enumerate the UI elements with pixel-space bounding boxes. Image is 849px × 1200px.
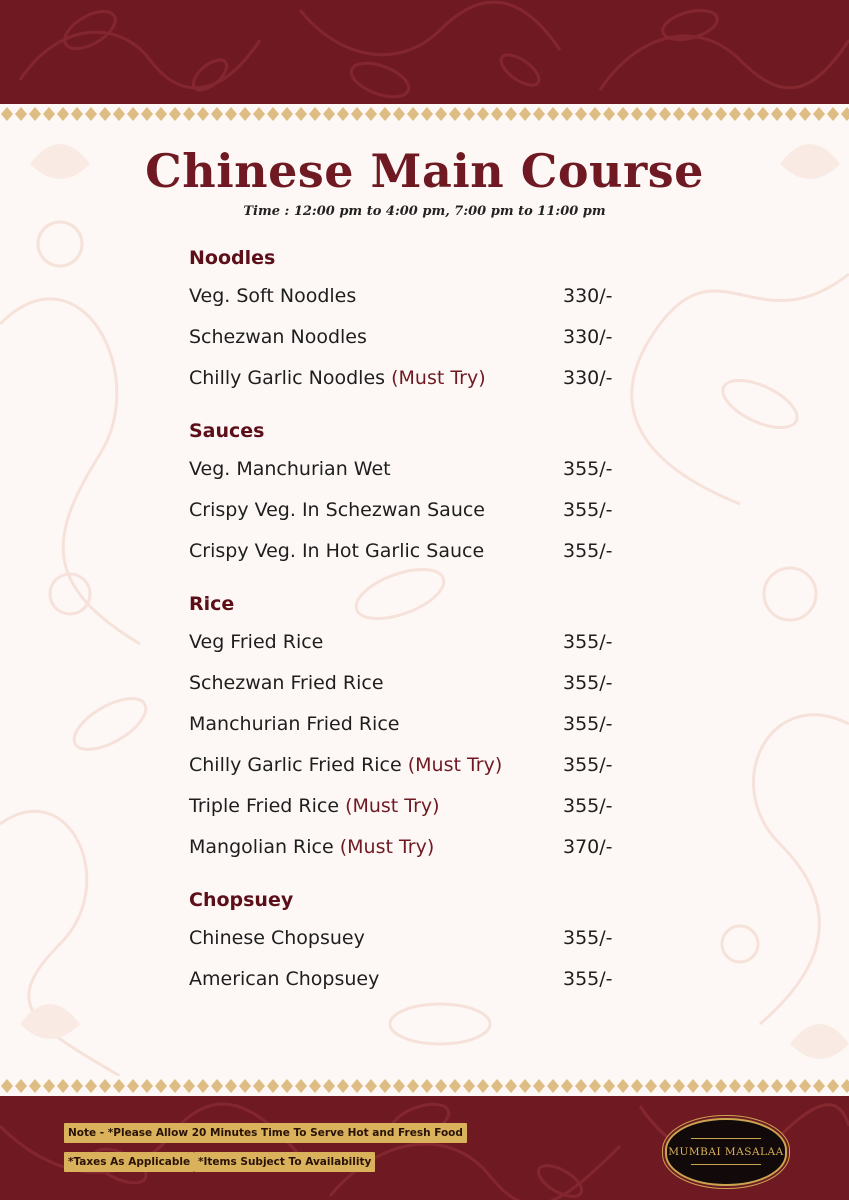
- diamond-shape: [71, 107, 83, 121]
- diamond-shape: [463, 107, 475, 121]
- must-try-tag: (Must Try): [345, 795, 440, 817]
- item-name: Veg Fried Rice: [189, 631, 324, 653]
- diamond-shape: [155, 1079, 167, 1093]
- diamond-shape: [533, 107, 545, 121]
- diamond-shape: [253, 1079, 265, 1093]
- diamond-shape: [477, 107, 489, 121]
- diamond-shape: [29, 1079, 41, 1093]
- diamond-shape: [659, 1079, 671, 1093]
- diamond-shape: [673, 107, 685, 121]
- diamond-shape: [813, 1079, 825, 1093]
- diamond-shape: [337, 107, 349, 121]
- diamond-shape: [211, 1079, 223, 1093]
- diamond-shape: [379, 107, 391, 121]
- diamond-shape: [71, 1079, 83, 1093]
- diamond-shape: [757, 1079, 769, 1093]
- diamond-shape: [575, 107, 587, 121]
- item-name: Crispy Veg. In Hot Garlic Sauce: [189, 540, 485, 562]
- item-price: 355/-: [563, 754, 613, 776]
- diamond-shape: [295, 107, 307, 121]
- diamond-shape: [1, 107, 13, 121]
- diamond-shape: [309, 1079, 321, 1093]
- diamond-shape: [687, 107, 699, 121]
- diamond-shape: [491, 1079, 503, 1093]
- item-price: 355/-: [563, 631, 613, 653]
- item-price: 330/-: [563, 285, 613, 307]
- diamond-shape: [505, 107, 517, 121]
- diamond-shape: [603, 107, 615, 121]
- diamond-shape: [197, 107, 209, 121]
- diamond-shape: [575, 1079, 587, 1093]
- diamond-shape: [841, 107, 849, 121]
- item-price: 355/-: [563, 795, 613, 817]
- diamond-shape: [659, 107, 671, 121]
- diamond-shape: [435, 107, 447, 121]
- menu-list: [189, 240, 629, 1000]
- diamond-shape: [281, 1079, 293, 1093]
- diamond-shape: [169, 1079, 181, 1093]
- menu-item: [189, 317, 629, 358]
- diamond-shape: [449, 1079, 461, 1093]
- item-price: 355/-: [563, 540, 613, 562]
- menu-item: [189, 827, 629, 868]
- diamond-shape: [505, 1079, 517, 1093]
- item-name: American Chopsuey: [189, 968, 380, 990]
- item-price: 370/-: [563, 836, 613, 858]
- diamond-row-bottom: [0, 1076, 849, 1096]
- diamond-shape: [127, 1079, 139, 1093]
- diamond-shape: [841, 1079, 849, 1093]
- logo-text: MUMBAI MASALAA: [668, 1146, 784, 1158]
- menu-item: [189, 745, 629, 786]
- diamond-shape: [323, 1079, 335, 1093]
- diamond-shape: [757, 107, 769, 121]
- item-price: 355/-: [563, 927, 613, 949]
- section-gap: [189, 572, 629, 586]
- diamond-shape: [799, 107, 811, 121]
- diamond-shape: [309, 107, 321, 121]
- diamond-shape: [239, 107, 251, 121]
- item-name: Mangolian Rice: [189, 836, 334, 858]
- diamond-shape: [351, 1079, 363, 1093]
- diamond-shape: [771, 1079, 783, 1093]
- diamond-shape: [267, 107, 279, 121]
- diamond-shape: [15, 1079, 27, 1093]
- menu-item: [189, 622, 629, 663]
- diamond-shape: [617, 107, 629, 121]
- item-name: Triple Fried Rice: [189, 795, 340, 817]
- diamond-shape: [477, 1079, 489, 1093]
- diamond-shape: [701, 107, 713, 121]
- diamond-shape: [827, 1079, 839, 1093]
- category-heading: Chopsuey: [189, 889, 294, 911]
- diamond-shape: [99, 1079, 111, 1093]
- category-heading: Rice: [189, 593, 235, 615]
- diamond-shape: [519, 107, 531, 121]
- menu-item: [189, 663, 629, 704]
- item-price: 330/-: [563, 367, 613, 389]
- diamond-shape: [337, 1079, 349, 1093]
- diamond-shape: [15, 107, 27, 121]
- diamond-shape: [43, 107, 55, 121]
- item-price: 355/-: [563, 458, 613, 480]
- must-try-tag: (Must Try): [339, 836, 435, 858]
- category-heading: Sauces: [189, 420, 265, 442]
- diamond-shape: [799, 1079, 811, 1093]
- diamond-shape: [547, 107, 559, 121]
- diamond-shape: [421, 1079, 433, 1093]
- diamond-shape: [239, 1079, 251, 1093]
- diamond-shape: [519, 1079, 531, 1093]
- diamond-shape: [57, 107, 69, 121]
- diamond-shape: [253, 107, 265, 121]
- item-price: 330/-: [563, 326, 613, 348]
- diamond-shape: [141, 1079, 153, 1093]
- diamond-shape: [225, 1079, 237, 1093]
- section-gap: [189, 868, 629, 882]
- item-price: 355/-: [563, 499, 613, 521]
- diamond-shape: [785, 107, 797, 121]
- diamond-shape: [99, 107, 111, 121]
- diamond-shape: [183, 1079, 195, 1093]
- diamond-shape: [715, 1079, 727, 1093]
- diamond-shape: [211, 107, 223, 121]
- diamond-shape: [113, 107, 125, 121]
- diamond-row-top: [0, 104, 849, 124]
- service-time: Time : 12:00 pm to 4:00 pm, 7:00 pm to 11:00 pm: [243, 204, 606, 219]
- diamond-shape: [701, 1079, 713, 1093]
- diamond-shape: [449, 107, 461, 121]
- diamond-shape: [351, 107, 363, 121]
- diamond-shape: [589, 1079, 601, 1093]
- menu-item: [189, 531, 629, 572]
- diamond-shape: [421, 107, 433, 121]
- item-name: Schezwan Noodles: [189, 326, 367, 348]
- menu-item: [189, 449, 629, 490]
- menu-page: [0, 124, 849, 1076]
- menu-item: [189, 959, 629, 1000]
- diamond-shape: [113, 1079, 125, 1093]
- item-name: Chinese Chopsuey: [189, 927, 365, 949]
- diamond-shape: [407, 107, 419, 121]
- diamond-shape: [631, 107, 643, 121]
- diamond-shape: [715, 107, 727, 121]
- diamond-shape: [85, 107, 97, 121]
- diamond-shape: [827, 107, 839, 121]
- must-try-tag: (Must Try): [407, 754, 503, 776]
- item-name: Veg. Manchurian Wet: [189, 458, 391, 480]
- restaurant-logo: [665, 1118, 787, 1186]
- diamond-shape: [43, 1079, 55, 1093]
- floral-pattern-top: [0, 0, 849, 104]
- diamond-shape: [365, 1079, 377, 1093]
- page-title: Chinese Main Course: [145, 144, 704, 198]
- diamond-shape: [435, 1079, 447, 1093]
- diamond-shape: [813, 107, 825, 121]
- diamond-shape: [225, 107, 237, 121]
- diamond-border-bottom: [0, 1076, 849, 1096]
- diamond-shape: [743, 107, 755, 121]
- menu-item: [189, 276, 629, 317]
- category-heading: Noodles: [189, 247, 276, 269]
- diamond-shape: [645, 107, 657, 121]
- header-band: [0, 0, 849, 104]
- item-name: Crispy Veg. In Schezwan Sauce: [189, 499, 485, 521]
- menu-item: [189, 918, 629, 959]
- diamond-shape: [379, 1079, 391, 1093]
- diamond-shape: [127, 107, 139, 121]
- diamond-shape: [1, 1079, 13, 1093]
- diamond-shape: [561, 1079, 573, 1093]
- item-name: Veg. Soft Noodles: [189, 285, 357, 307]
- diamond-shape: [169, 107, 181, 121]
- diamond-shape: [533, 1079, 545, 1093]
- menu-item: [189, 786, 629, 827]
- must-try-tag: (Must Try): [391, 367, 486, 389]
- diamond-shape: [183, 107, 195, 121]
- diamond-shape: [29, 107, 41, 121]
- diamond-shape: [155, 107, 167, 121]
- diamond-shape: [197, 1079, 209, 1093]
- item-name: Schezwan Fried Rice: [189, 672, 384, 694]
- diamond-shape: [687, 1079, 699, 1093]
- availability-note: *Items Subject To Availability: [194, 1152, 375, 1172]
- taxes-note: *Taxes As Applicable: [64, 1152, 194, 1172]
- menu-item: [189, 358, 629, 399]
- diamond-border-top: [0, 104, 849, 124]
- diamond-shape: [561, 107, 573, 121]
- diamond-shape: [141, 107, 153, 121]
- menu-item: [189, 704, 629, 745]
- diamond-shape: [323, 107, 335, 121]
- diamond-shape: [617, 1079, 629, 1093]
- menu-item: [189, 490, 629, 531]
- section-gap: [189, 399, 629, 413]
- diamond-shape: [85, 1079, 97, 1093]
- diamond-shape: [267, 1079, 279, 1093]
- diamond-shape: [547, 1079, 559, 1093]
- item-price: 355/-: [563, 713, 613, 735]
- item-price: 355/-: [563, 672, 613, 694]
- serve-time-note: Note - *Please Allow 20 Minutes Time To Serve Hot and Fresh Food: [64, 1123, 467, 1143]
- diamond-shape: [57, 1079, 69, 1093]
- diamond-shape: [295, 1079, 307, 1093]
- diamond-shape: [743, 1079, 755, 1093]
- diamond-shape: [729, 1079, 741, 1093]
- diamond-shape: [365, 107, 377, 121]
- diamond-shape: [589, 107, 601, 121]
- diamond-shape: [603, 1079, 615, 1093]
- diamond-shape: [407, 1079, 419, 1093]
- diamond-shape: [393, 1079, 405, 1093]
- item-price: 355/-: [563, 968, 613, 990]
- diamond-shape: [463, 1079, 475, 1093]
- logo-bottom-rule: [691, 1164, 761, 1165]
- item-name: Chilly Garlic Noodles: [189, 367, 386, 389]
- item-name: Manchurian Fried Rice: [189, 713, 400, 735]
- diamond-shape: [673, 1079, 685, 1093]
- diamond-shape: [393, 107, 405, 121]
- diamond-shape: [645, 1079, 657, 1093]
- diamond-shape: [631, 1079, 643, 1093]
- diamond-shape: [771, 107, 783, 121]
- diamond-shape: [491, 107, 503, 121]
- diamond-shape: [785, 1079, 797, 1093]
- diamond-shape: [281, 107, 293, 121]
- diamond-shape: [729, 107, 741, 121]
- item-name: Chilly Garlic Fried Rice: [189, 754, 402, 776]
